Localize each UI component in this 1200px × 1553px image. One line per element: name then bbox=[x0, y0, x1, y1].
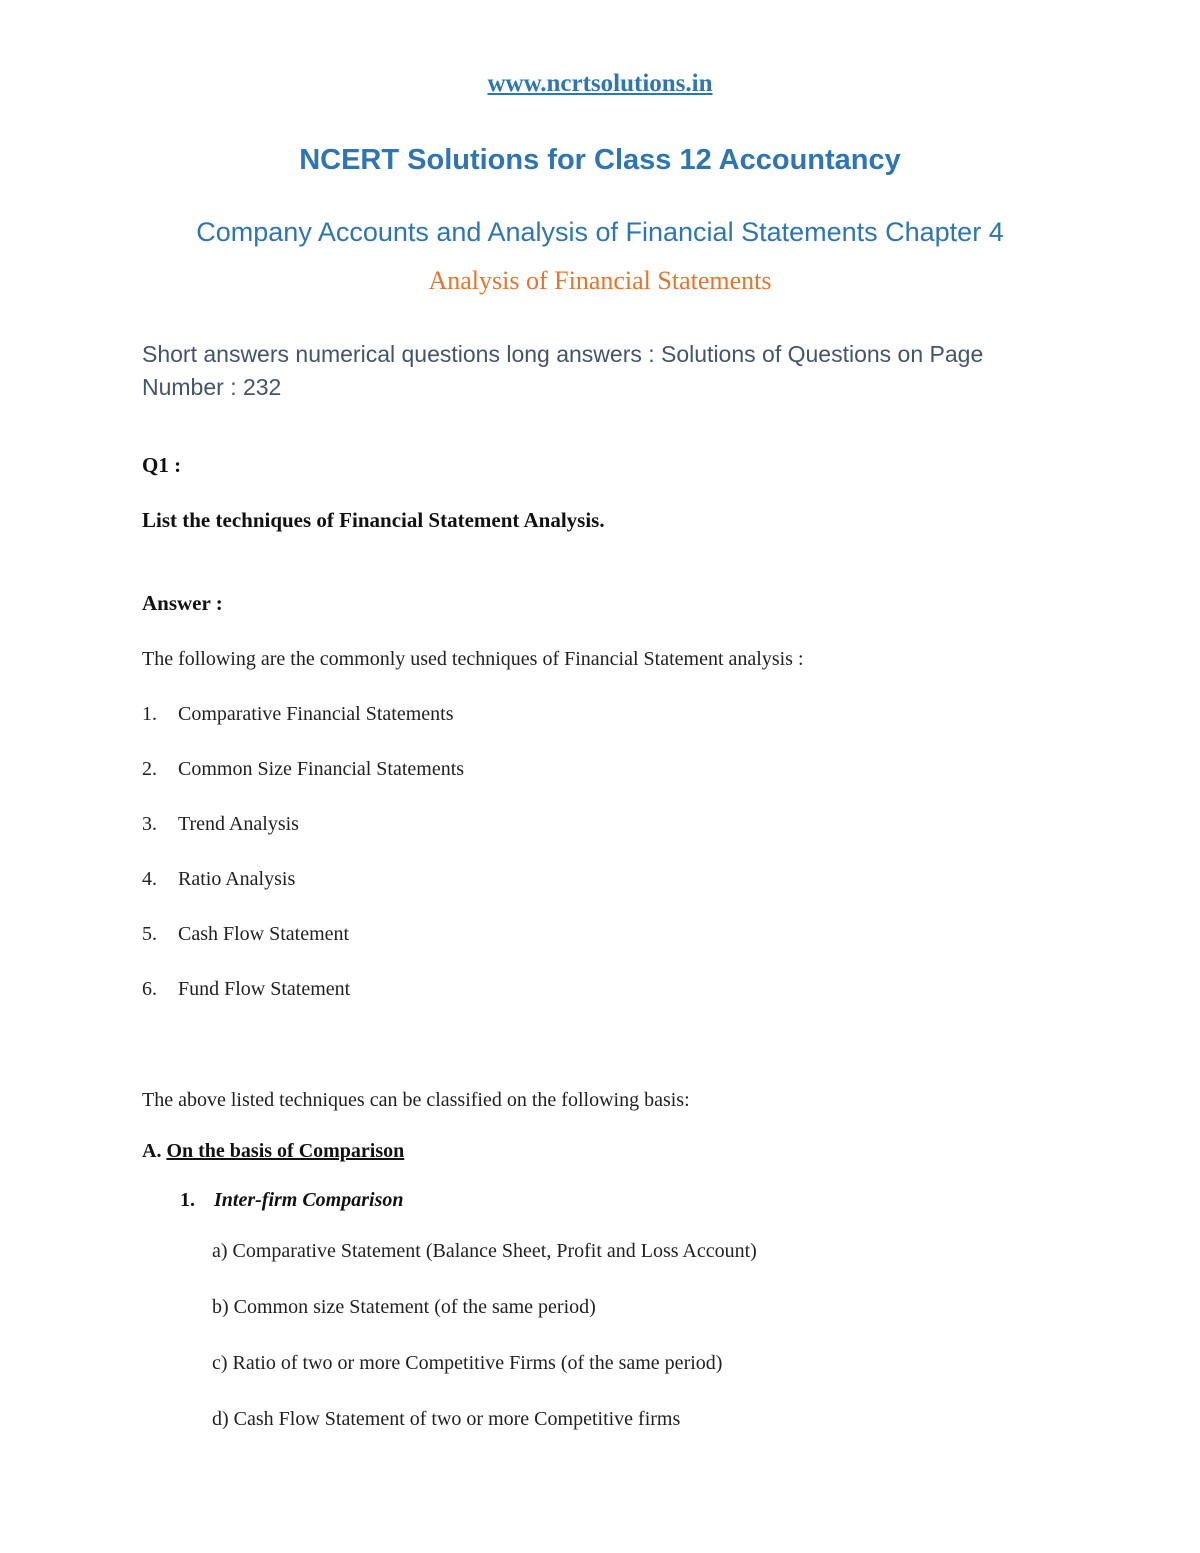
list-item: a) Comparative Statement (Balance Sheet, Profit and Loss Account) bbox=[212, 1239, 757, 1262]
intro-text: Short answers numerical questions long answers : Solutions of Questions on Page Number : 232 bbox=[142, 341, 984, 401]
list-item: d) Cash Flow Statement of two or more Competitive firms bbox=[212, 1407, 681, 1430]
inter-firm-list bbox=[142, 1238, 1058, 1433]
subsection-1-heading bbox=[142, 1189, 1058, 1212]
list-item-text: Cash Flow Statement bbox=[178, 922, 350, 945]
answer-intro: The following are the commonly used techniques of Financial Statement analysis : bbox=[142, 647, 804, 670]
subsection-1-title: Inter-firm Comparison bbox=[214, 1188, 404, 1211]
subsection-1-number: 1. bbox=[180, 1188, 195, 1211]
site-link-row bbox=[142, 70, 1058, 98]
list-item bbox=[142, 811, 1058, 838]
answer-label: Answer : bbox=[142, 590, 223, 615]
list-item bbox=[142, 921, 1058, 948]
list-item: b) Common size Statement (of the same period) bbox=[212, 1295, 596, 1318]
chapter-title: Company Accounts and Analysis of Financial Statements Chapter 4 bbox=[196, 217, 1004, 247]
page-title: NCERT Solutions for Class 12 Accountancy bbox=[299, 144, 901, 176]
list-item-number: 6. bbox=[142, 977, 157, 1000]
list-item-number: 3. bbox=[142, 812, 157, 835]
site-link[interactable]: www.ncrtsolutions.in bbox=[487, 70, 713, 97]
list-item-number: 5. bbox=[142, 922, 157, 945]
list-item-number: 1. bbox=[142, 702, 157, 725]
list-item bbox=[142, 976, 1058, 1003]
basis-a-heading bbox=[142, 1140, 1058, 1163]
list-item bbox=[142, 866, 1058, 893]
list-item bbox=[142, 756, 1058, 783]
list-item-number: 2. bbox=[142, 757, 157, 780]
question-text: List the techniques of Financial Statement Analysis. bbox=[142, 507, 605, 532]
list-item bbox=[142, 701, 1058, 728]
list-item-text: Comparative Financial Statements bbox=[178, 702, 454, 725]
question-label: Q1 : bbox=[142, 452, 182, 477]
list-item-text: Fund Flow Statement bbox=[178, 977, 351, 1000]
list-item-text: Trend Analysis bbox=[178, 812, 299, 835]
section-title: Analysis of Financial Statements bbox=[428, 266, 772, 295]
basis-a-title: On the basis of Comparison bbox=[166, 1139, 405, 1162]
techniques-list bbox=[142, 701, 1058, 1003]
classification-intro: The above listed techniques can be classified on the following basis: bbox=[142, 1088, 690, 1111]
list-item: c) Ratio of two or more Competitive Firms (of the same period) bbox=[212, 1351, 723, 1374]
list-item-number: 4. bbox=[142, 867, 157, 890]
list-item-text: Common Size Financial Statements bbox=[178, 757, 465, 780]
list-item-text: Ratio Analysis bbox=[178, 867, 296, 890]
basis-a-prefix: A. bbox=[142, 1139, 162, 1162]
